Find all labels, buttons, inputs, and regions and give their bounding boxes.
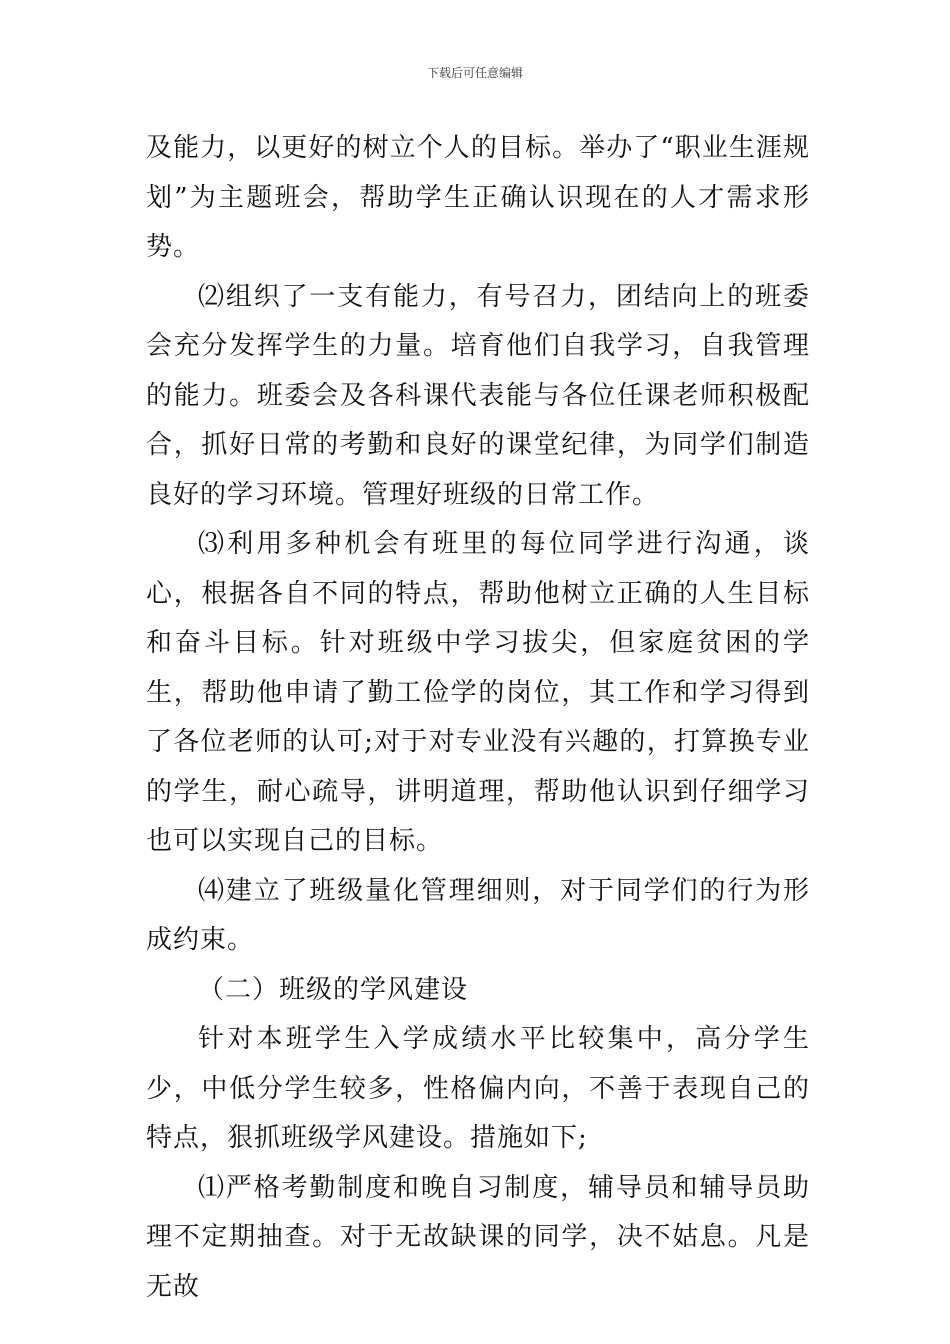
paragraph-continuation: 及能力，以更好的树立个人的目标。举办了“职业生涯规划”为主题班会，帮助学生正确认识现在的人才需求形势。 <box>146 133 810 262</box>
section-heading: （二）班级的学风建设 <box>198 974 469 1005</box>
document-body <box>146 124 810 1312</box>
paragraph-item-3: ⑶利用多种机会有班里的每位同学进行沟通，谈心，根据各自不同的特点，帮助他树立正确的人生目标和奋斗目标。针对班级中学习拔尖，但家庭贫困的学生，帮助他申请了勤工俭学的岗位，其工作和学习得到了各位老师的认可;对于对专业没有兴趣的，打算换专业的学生，耐心疏导，讲明道理，帮助他认识到仔细学习也可以实现自己的目标。 <box>146 529 810 856</box>
paragraph-item-4: ⑷建立了班级量化管理细则，对于同学们的行为形成约束。 <box>146 875 810 955</box>
paragraph-study-style: 针对本班学生入学成绩水平比较集中，高分学生少，中低分学生较多，性格偏内向，不善于表现自己的特点，狠抓班级学风建设。措施如下; <box>146 1024 810 1153</box>
paragraph-item-1: ⑴严格考勤制度和晚自习制度，辅导员和辅导员助理不定期抽查。对于无故缺课的同学，决不姑息。凡是无故 <box>146 1172 810 1302</box>
paragraph-item-2: ⑵组织了一支有能力，有号召力，团结向上的班委会充分发挥学生的力量。培育他们自我学习，自我管理的能力。班委会及各科课代表能与各位任课老师积极配合，抓好日常的考勤和良好的课堂纪律，为同学们制造良好的学习环境。管理好班级的日常工作。 <box>146 281 810 510</box>
page-header-note: 下载后可任意编辑 <box>426 66 523 80</box>
